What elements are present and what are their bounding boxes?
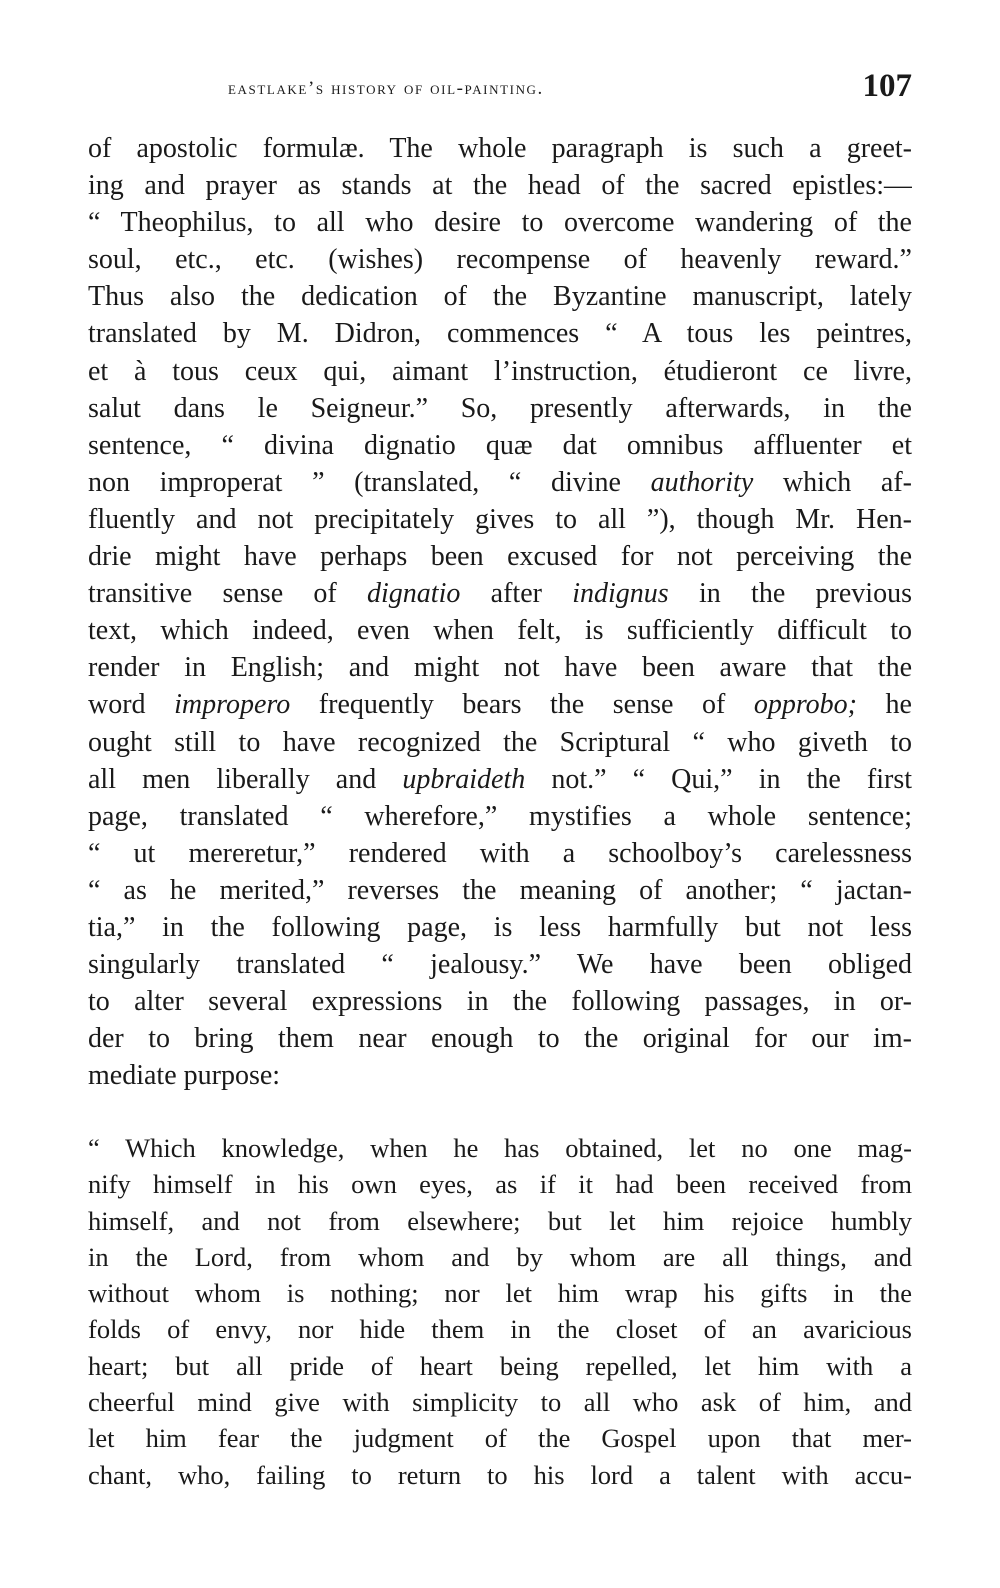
italic-term: indignus [572,578,669,610]
text-run: soul, etc., etc. (wishes) recompense of heavenly reward.” [88,244,912,276]
text-run: sentence, “ divina dignatio quæ dat omnibus affluenter et [88,429,912,461]
text-run: of apostolic formulæ. The whole paragraph is such a greet- [88,133,912,164]
italic-term: opprobo; [753,689,858,721]
text-run: Thus also the dedication of the Byzantine manuscript, lately [88,281,912,313]
text-run: in the previous [668,578,912,610]
quote-line: in the Lord, from whom and by whom are all things, and [88,1241,912,1272]
text-line [88,1057,912,1094]
text-run: transitive sense of [88,578,368,610]
text-line [88,278,912,315]
text-line [88,464,912,501]
quote-line: nify himself in his own eyes, as if it had been received from [88,1169,912,1200]
text-line [88,686,912,723]
text-run: page, translated “ wherefore,” mystifies a whole sentence; [88,800,912,832]
text-line [88,1020,912,1057]
text-run: ought still to have recognized the Scriptural “ who giveth to [88,726,912,758]
italic-term: upbraideth [402,763,526,795]
text-run: “ as he merited,” reverses the meaning of another; “ jactan- [88,874,912,906]
text-line [88,575,912,612]
text-run: to alter several expressions in the following passages, in or- [88,986,912,1018]
main-paragraph [88,130,912,1094]
text-line [88,724,912,761]
text-line [88,983,912,1020]
text-line [88,167,912,204]
text-run: der to bring them near enough to the original for our im- [88,1023,912,1055]
text-run: all men liberally and [88,763,403,795]
text-run: salut dans le Seigneur.” So, presently afterwards, in the [88,392,912,424]
text-line [88,315,912,352]
italic-term: dignatio [367,578,461,610]
text-line [88,835,912,872]
text-run: singularly translated “ jealousy.” We have been obliged [88,949,912,981]
quote-line: cheerful mind give with simplicity to all who ask of him, and [88,1387,912,1418]
text-line [88,241,912,278]
text-run: fluently and not precipitately gives to all ”), though Mr. Hen- [88,503,912,535]
running-title: eastlake’s history of oil-painting. [228,78,544,99]
text-line [88,872,912,909]
text-line [88,761,912,798]
text-run: non improperat ” (translated, “ divine [88,466,651,498]
text-line [88,946,912,983]
text-line [88,909,912,946]
text-run: translated by M. Didron, commences “ A tous les peintres, [88,318,912,350]
text-run: tia,” in the following page, is less harmfully but not less [88,911,912,943]
text-run: “ Theophilus, to all who desire to overcome wandering of the [88,207,912,239]
italic-term: authority [650,466,754,498]
text-line [88,390,912,427]
quote-line: himself, and not from elsewhere; but let him rejoice humbly [88,1205,912,1236]
text-run: et à tous ceux qui, aimant l’instruction, étudieront ce livre, [88,355,912,387]
text-line [88,798,912,835]
text-line [88,427,912,464]
text-run: frequently bears the sense of [290,689,754,721]
text-run: render in English; and might not have been aware that the [88,652,912,684]
text-line [88,649,912,686]
block-quotation [88,1130,912,1493]
text-run: ing and prayer as stands at the head of the sacred epistles:— [88,170,912,202]
quote-line: heart; but all pride of heart being repelled, let him with a [88,1350,912,1381]
quote-line: without whom is nothing; nor let him wrap his gifts in the [88,1278,912,1309]
text-line [88,612,912,649]
italic-term: impropero [174,689,291,721]
page-number: 107 [862,68,912,104]
quote-line: “ Which knowledge, when he has obtained, let no one mag- [88,1133,912,1163]
text-run: after [460,578,573,610]
text-run: which af- [753,466,912,498]
text-line [88,353,912,390]
text-line [88,204,912,241]
quote-line: folds of envy, nor hide them in the closet of an avaricious [88,1314,912,1345]
text-line [88,538,912,575]
quote-line: chant, who, failing to return to his lord a talent with accu- [88,1459,912,1490]
text-run: he [857,689,912,721]
text-run: drie might have perhaps been excused for not perceiving the [88,541,912,573]
text-run: word [88,689,175,721]
text-line [88,130,912,167]
text-line [88,501,912,538]
quote-line: let him fear the judgment of the Gospel upon that mer- [88,1423,912,1454]
text-run: mediate purpose: [88,1060,281,1092]
text-run: not.” “ Qui,” in the first [525,763,912,795]
text-run: “ ut mereretur,” rendered with a schoolboy’s carelessness [88,837,912,869]
text-run: text, which indeed, even when felt, is sufficiently difficult to [88,615,912,647]
running-head [88,68,912,108]
